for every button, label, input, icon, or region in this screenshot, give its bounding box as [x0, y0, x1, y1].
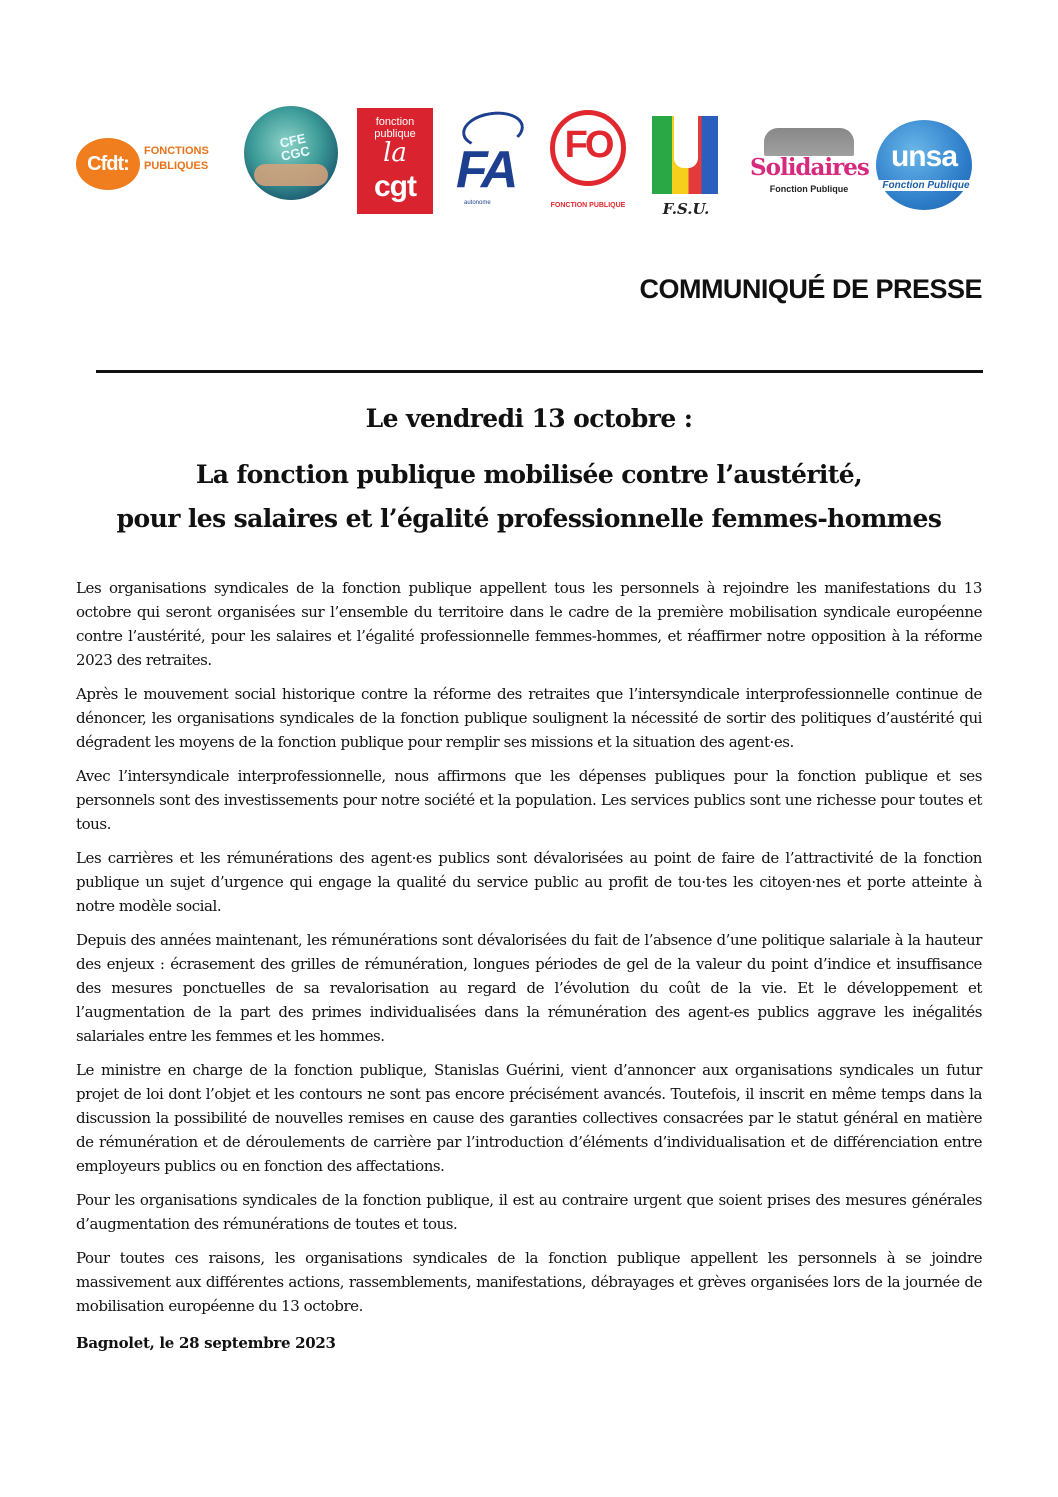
- cgt-logo-line1: fonction publique: [374, 116, 416, 140]
- cgt-logo-line3: cgt: [374, 170, 416, 203]
- title-line-2: La fonction publique mobilisée contre l’austérité,: [195, 460, 863, 489]
- unsa-logo-sub: Fonction Publique: [872, 180, 980, 191]
- place-date-signature: Bagnolet, le 28 septembre 2023: [76, 1334, 336, 1352]
- solidaires-logo: [750, 128, 868, 208]
- paragraph: Pour les organisations syndicales de la fonction publique, il est au contraire urgent que soient prises des mesures générales d’augmentation des rémunérations de toutes et tous.: [76, 1191, 982, 1233]
- unsa-logo-letters: unsa: [890, 140, 958, 173]
- title-line-1: Le vendredi 13 octobre :: [365, 404, 693, 433]
- cfdt-logo-mark: Cfdt:: [76, 138, 140, 190]
- crowd-icon: [764, 128, 854, 156]
- unsa-logo: [876, 120, 980, 212]
- solidaires-logo-name: Solidaires: [750, 154, 869, 181]
- fsu-logo: [648, 116, 724, 220]
- paragraph: Avec l’intersyndicale interprofessionnelle, nous affirmons que les dépenses publiques pour la fonction publique et ses personnels sont des investissements pour notre société et la population. Les services publics sont une richesse pour toutes et tous.: [76, 767, 982, 833]
- press-release-label: COMMUNIQUÉ DE PRESSE: [639, 274, 982, 304]
- title-line-3: pour les salaires et l’égalité professionnelle femmes-hommes: [116, 504, 942, 533]
- cfe-cgc-logo-text: CFE CGC: [278, 130, 312, 164]
- fo-logo: [544, 110, 632, 214]
- cfdt-logo-text: FONCTIONS PUBLIQUES: [144, 145, 209, 172]
- paragraph: Pour toutes ces raisons, les organisations syndicales de la fonction publique appellent les personnels à se joindre massivement aux différentes actions, rassemblements, manifestations, débrayages et grèves organisées lors de la journée de mobilisation européenne du 13 octobre.: [76, 1249, 982, 1315]
- fa-logo: [454, 112, 530, 212]
- fsu-u-icon: [652, 116, 718, 194]
- solidaires-logo-sub: Fonction Publique: [769, 184, 849, 194]
- divider: [96, 370, 983, 373]
- paragraph: Les organisations syndicales de la fonction publique appellent tous les personnels à rejoindre les manifestations du 13 octobre qui seront organisées sur l’ensemble du territoire dans le cadre de la première mobilisation syndicale européenne contre l’austérité, pour les salaires et l’égalité professionnelle femmes-hommes, et réaffirmer notre opposition à la réforme 2023 des retraites.: [76, 579, 982, 669]
- fo-logo-letters: FO: [564, 124, 612, 166]
- cfdt-logo: [76, 132, 228, 192]
- cgt-logo: [357, 108, 433, 214]
- paragraph: Depuis des années maintenant, les rémunérations sont dévalorisées du fait de l’absence d’une politique salariale à la hauteur des enjeux : écrasement des grilles de rémunération, longues périodes de gel de la valeur du point d’indice et insuffisance des mesures ponctuelles de sa revalorisation au regard de l’évolution du coût de la vie. Et le développement et l’augmentation de la part des primes individualisées dans la rémunération des agent-es publics aggrave les inégalités salariales entre les femmes et les hommes.: [76, 931, 982, 1045]
- cfe-cgc-logo: [244, 104, 340, 208]
- fa-logo-small: autonome: [464, 200, 491, 206]
- paragraph: Après le mouvement social historique contre la réforme des retraites que l’intersyndicale interprofessionnelle continue de dénoncer, les organisations syndicales de la fonction publique soulignent la nécessité de sortir des politiques d’austérité qui dégradent les moyens de la fonction publique pour remplir ses missions et la situation des agent·es.: [76, 685, 982, 751]
- cgt-logo-line2: la: [383, 138, 407, 168]
- fo-logo-sub: FONCTION PUBLIQUE: [550, 202, 626, 209]
- fsu-logo-text: F.S.U.: [662, 200, 710, 218]
- union-logos-row: [70, 104, 990, 228]
- paragraph: Le ministre en charge de la fonction publique, Stanislas Guérini, vient d’annoncer aux organisations syndicales un futur projet de loi dont l’objet et les contours ne sont pas encore précisément avancés. Toutefois, il inscrit en même temps dans la discussion la possibilité de nouvelles remises en cause des garanties collectives consacrées par le statut général en matière de rémunération et de déroulements de carrière par l’introduction d’éléments d’individualisation et de différenciation entre employeurs publics ou en fonction des affectations.: [76, 1061, 982, 1175]
- hands-icon: [254, 164, 328, 186]
- body-text: [76, 576, 982, 1328]
- paragraph: Les carrières et les rémunérations des agent·es publics sont dévalorisées au point de faire de l’attractivité de la fonction publique un sujet d’urgence qui engage la qualité du service public au profit de tou·tes les citoyen·nes et porte atteinte à notre modèle social.: [76, 849, 982, 915]
- fa-logo-letters: FA: [456, 141, 515, 199]
